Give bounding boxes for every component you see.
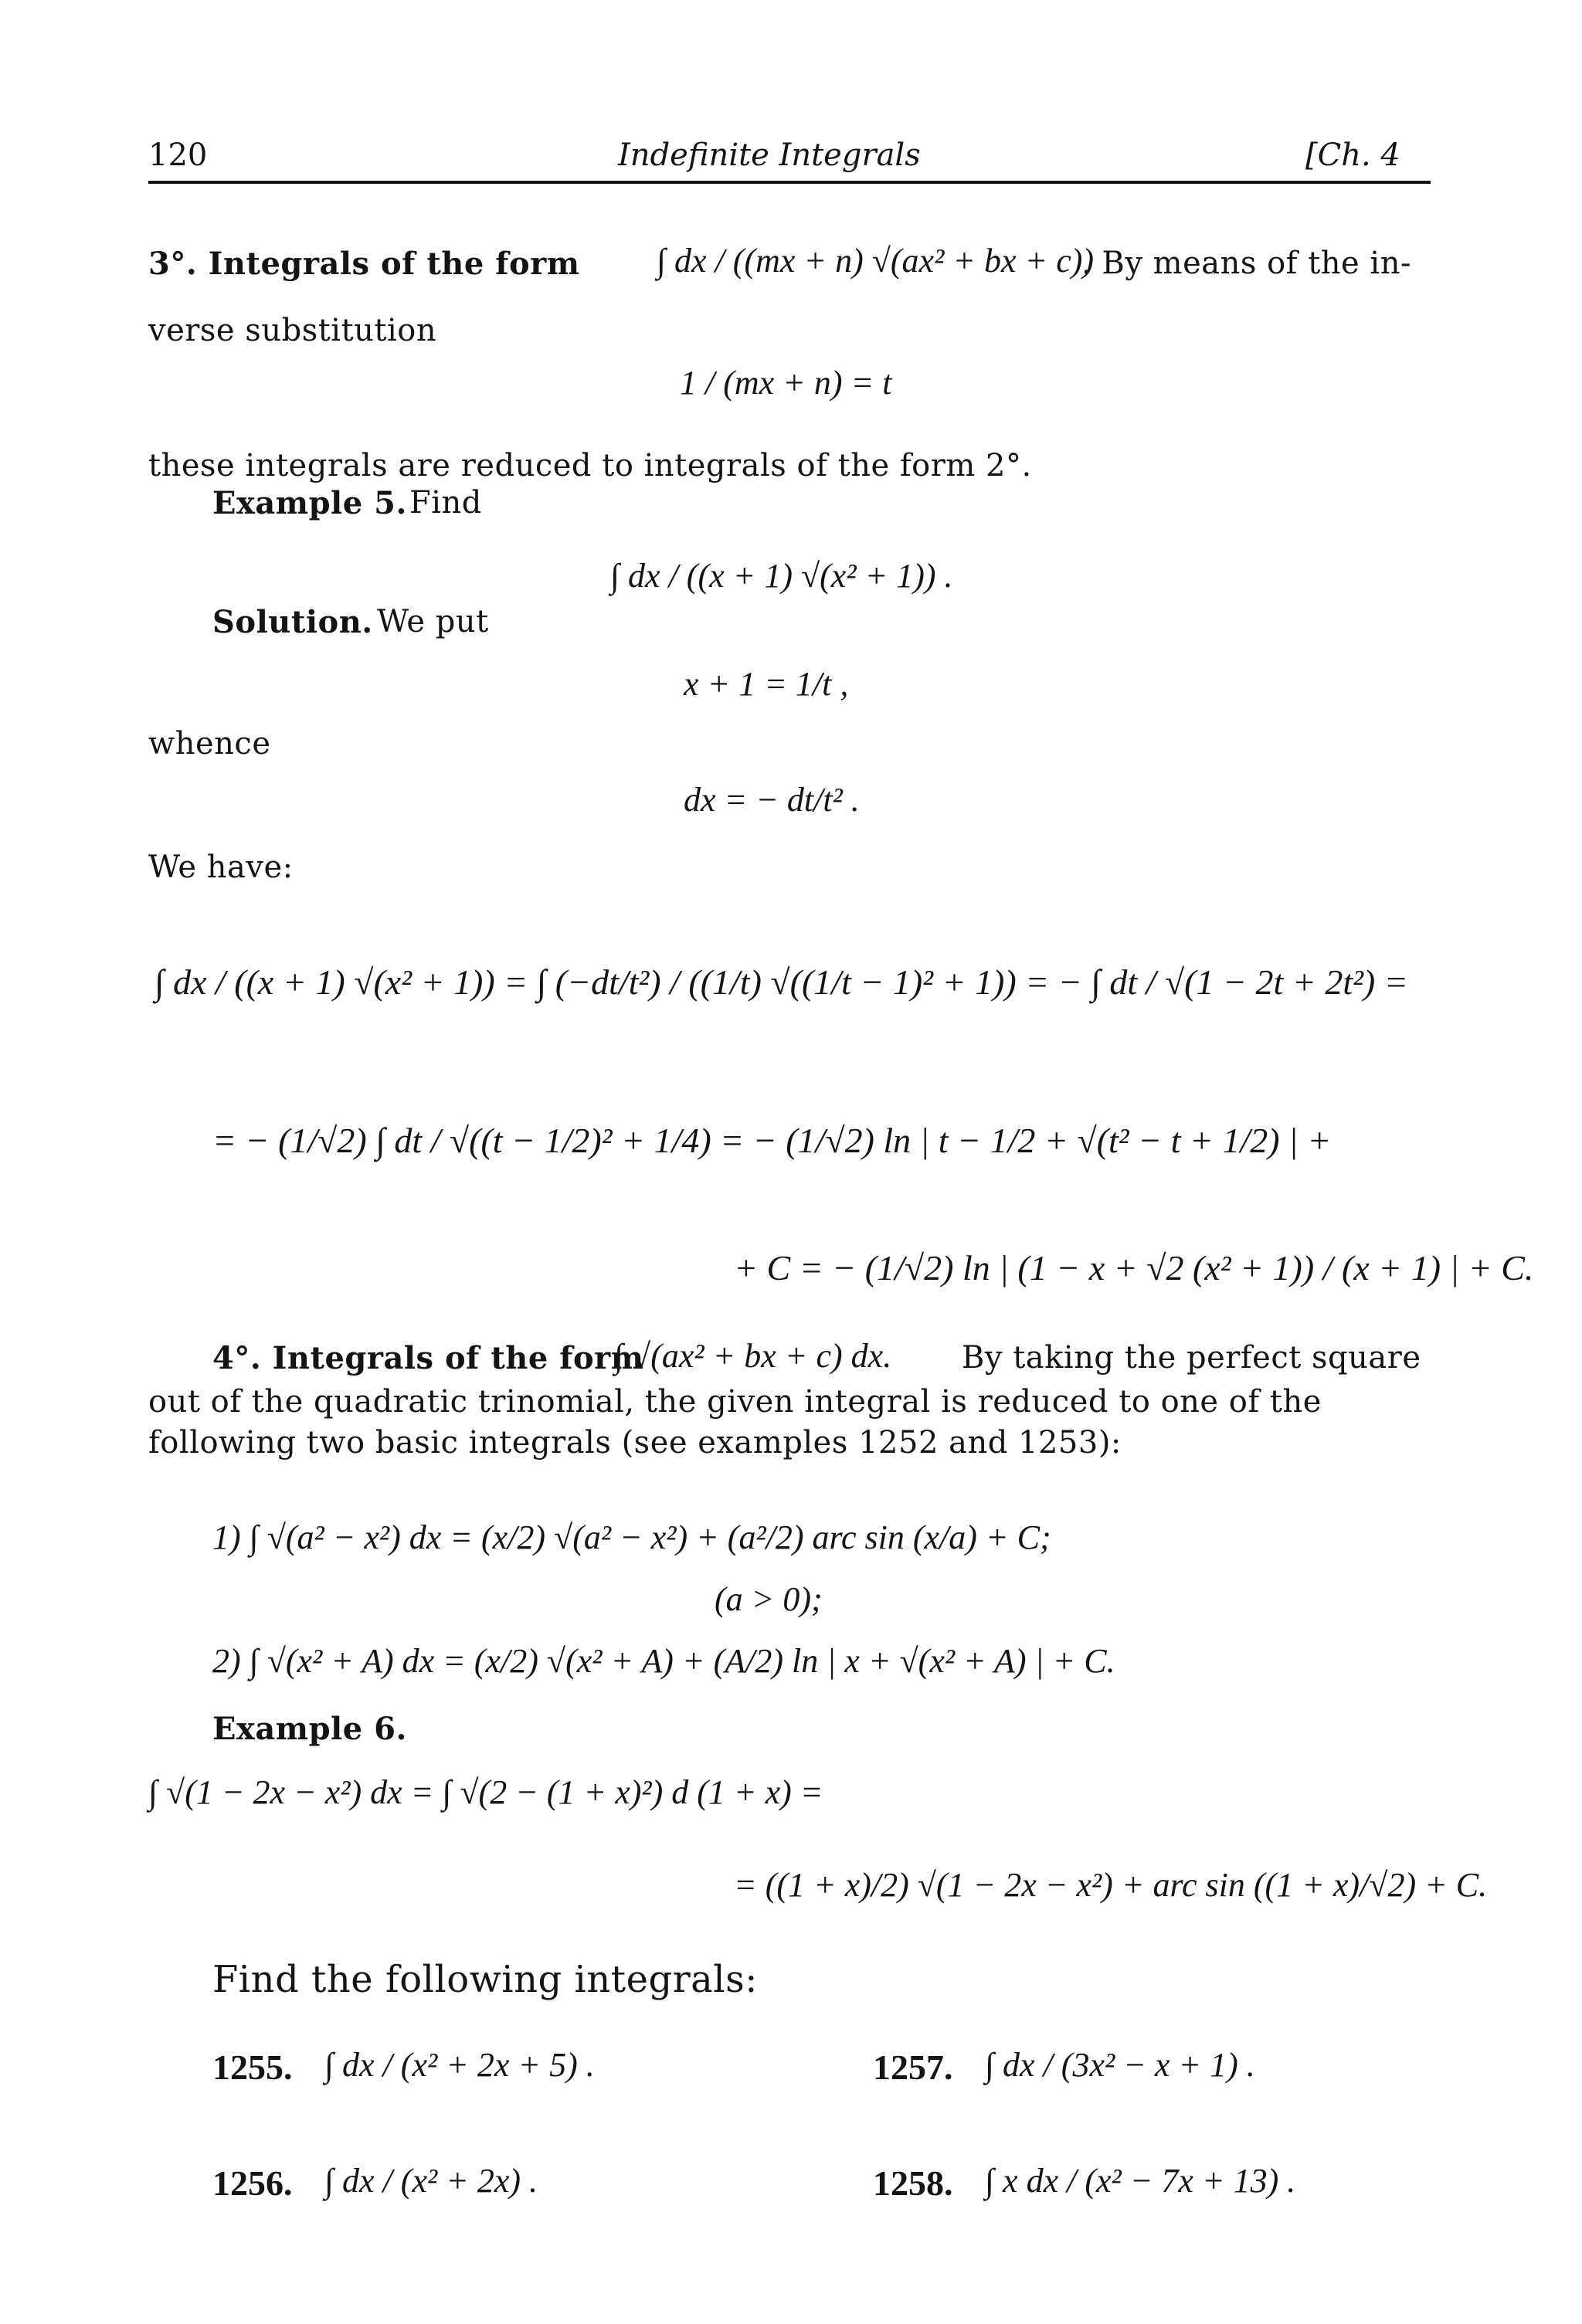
section3-reduced: these integrals are reduced to integrals of the form 2°. [148,448,1032,483]
problem-expression: ∫ dx / (3x² − x + 1) . [985,2046,1255,2084]
section4-lead: 4°. Integrals of the form [212,1340,644,1376]
section4-text1: By taking the perfect square [962,1340,1421,1376]
solution-label: Solution. [212,604,373,640]
example5-line3: + C = − (1/√2) ln | (1 − x + √2 (x² + 1)) / (x + 1) | + C. [734,1248,1534,1288]
section3-after: . By means of the in- [1081,246,1411,281]
example5-dx: dx = − dt/t² . [684,781,860,819]
formula1-condition: (a > 0); [715,1580,823,1618]
example6-line2: = ((1 + x)/2) √(1 − 2x − x²) + arc sin ((1 + x)/√2) + C. [734,1866,1488,1904]
problem-number: 1258. [873,2163,953,2203]
section3-substitution: 1 / (mx + n) = t [680,364,892,402]
example5-label: Example 5. [212,485,407,521]
example6-label: Example 6. [212,1711,407,1747]
example5-line1: ∫ dx / ((x + 1) √(x² + 1)) = ∫ (−dt/t²) / ((1/t) √((1/t − 1)² + 1)) = − ∫ dt / √(1 − 2t + 2t²) = [154,962,1408,1002]
example5-line2: = − (1/√2) ∫ dt / √((t − 1/2)² + 1/4) = − (1/√2) ln | t − 1/2 + √(t² − t + 1/2) | + [212,1121,1332,1160]
problem-expression: ∫ x dx / (x² − 7x + 13) . [985,2162,1296,2200]
example5-find: Find [409,485,482,521]
whence: whence [148,726,271,762]
problem-number: 1255. [212,2047,293,2087]
formula2: 2) ∫ √(x² + A) dx = (x/2) √(x² + A) + (A/2) ln | x + √(x² + A) | + C. [212,1642,1115,1680]
header-rule [148,181,1431,184]
running-title: Indefinite Integrals [618,137,921,173]
we-have: We have: [148,850,294,885]
section3-lead: 3°. Integrals of the form [148,246,580,282]
problems-heading: Find the following integrals: [212,1958,758,2001]
example5-integral: ∫ dx / ((x + 1) √(x² + 1)) . [610,557,953,595]
chapter-label: [Ch. 4 [1305,137,1400,173]
section4-text2: out of the quadratic trinomial, the given integral is reduced to one of the [148,1384,1322,1420]
problem-number: 1256. [212,2163,293,2203]
example6-line1: ∫ √(1 − 2x − x²) dx = ∫ √(2 − (1 + x)²) d (1 + x) = [148,1773,823,1811]
formula1: 1) ∫ √(a² − x²) dx = (x/2) √(a² − x²) + (a²/2) arc sin (x/a) + C; [212,1518,1051,1556]
problem-expression: ∫ dx / (x² + 2x + 5) . [324,2046,595,2084]
problem-expression: ∫ dx / (x² + 2x) . [324,2162,538,2200]
problem-number: 1257. [873,2047,953,2087]
page-number: 120 [148,137,208,173]
section3-cont: verse substitution [148,313,437,348]
example5-sub: x + 1 = 1/t , [684,665,849,703]
section4-integral: ∫ √(ax² + bx + c) dx. [614,1337,892,1375]
section3-integral: ∫ dx / ((mx + n) √(ax² + bx + c)) [657,242,1095,280]
solution-text: We put [377,604,489,640]
section4-text3: following two basic integrals (see examples 1252 and 1253): [148,1425,1122,1461]
